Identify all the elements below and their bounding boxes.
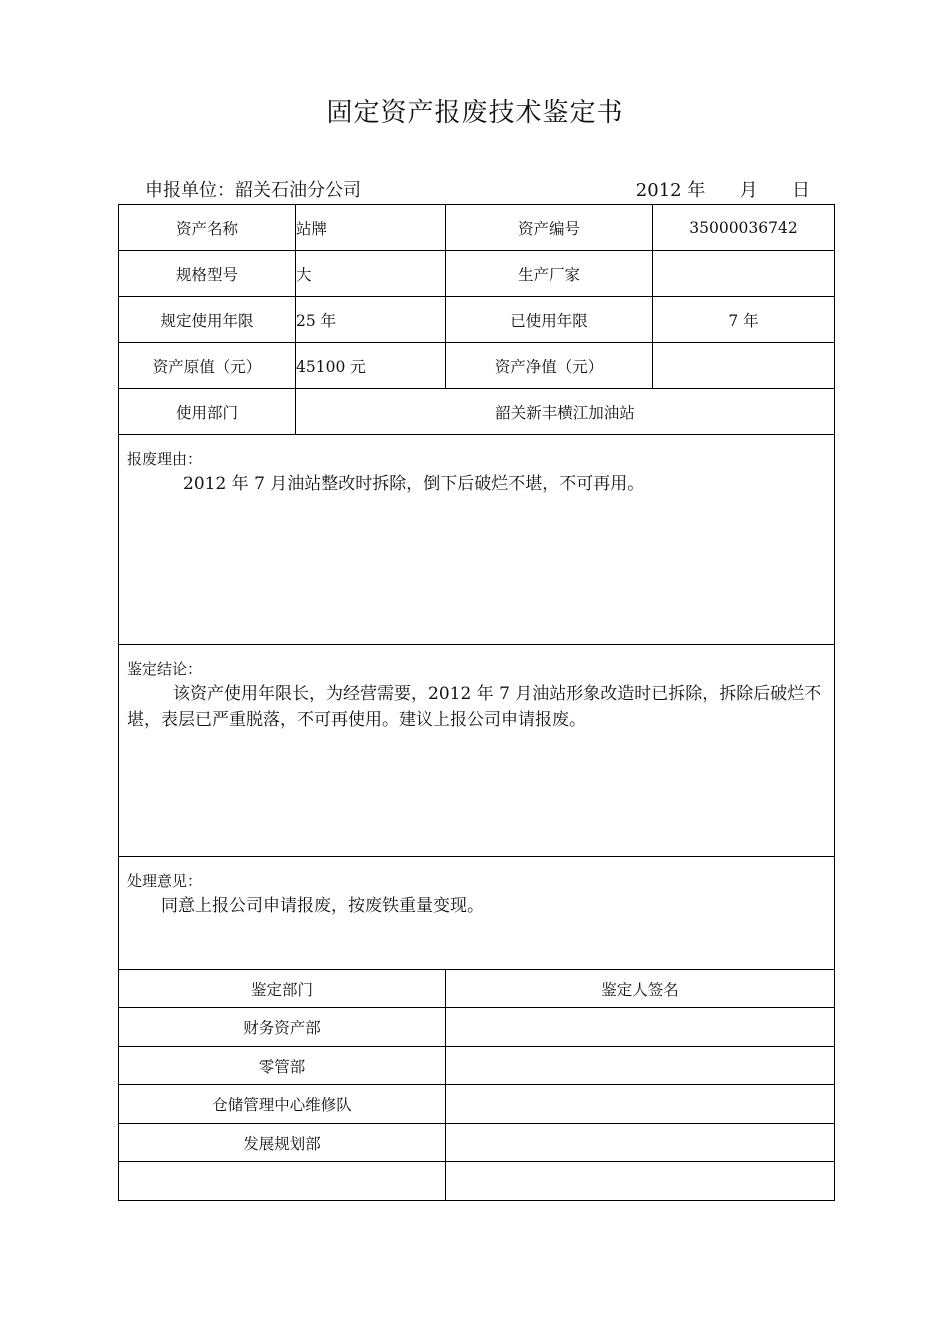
orig-value: 45100 元 bbox=[296, 343, 446, 389]
net-value bbox=[653, 343, 835, 389]
life-label: 规定使用年限 bbox=[119, 297, 296, 343]
reason-cell bbox=[119, 435, 835, 645]
signoff-dept: 财务资产部 bbox=[119, 1008, 446, 1047]
signoff-dept-header: 鉴定部门 bbox=[119, 970, 446, 1008]
row-asset-name bbox=[119, 205, 835, 251]
asset-code-value: 35000036742 bbox=[653, 205, 835, 251]
row-service-life bbox=[119, 297, 835, 343]
row-model bbox=[119, 251, 835, 297]
used-label: 已使用年限 bbox=[446, 297, 653, 343]
signoff-row bbox=[119, 1008, 835, 1047]
model-label: 规格型号 bbox=[119, 251, 296, 297]
reporting-unit: 申报单位：韶关石油分公司 bbox=[145, 180, 361, 201]
life-value: 25 年 bbox=[296, 297, 446, 343]
signature-field[interactable] bbox=[446, 1085, 835, 1124]
asset-name-value: 站牌 bbox=[296, 205, 446, 251]
signoff-dept: 零管部 bbox=[119, 1047, 446, 1085]
signoff-row bbox=[119, 1047, 835, 1085]
asset-name-label: 资产名称 bbox=[119, 205, 296, 251]
reason-text: 2012 年 7 月油站整改时拆除，倒下后破烂不堪，不可再用。 bbox=[183, 474, 645, 494]
opinion-label: 处理意见： bbox=[127, 872, 203, 890]
conclusion-label: 鉴定结论： bbox=[127, 660, 203, 678]
signoff-row bbox=[119, 1124, 835, 1162]
row-opinion bbox=[119, 857, 835, 970]
signature-field[interactable] bbox=[446, 1047, 835, 1085]
opinion-cell bbox=[119, 857, 835, 970]
signature-field[interactable] bbox=[446, 1162, 835, 1201]
signature-field[interactable] bbox=[446, 1008, 835, 1047]
opinion-text: 同意上报公司申请报废，按废铁重量变现。 bbox=[161, 896, 484, 916]
net-value-label: 资产净值（元） bbox=[446, 343, 653, 389]
signoff-row bbox=[119, 1085, 835, 1124]
used-value: 7 年 bbox=[653, 297, 835, 343]
maker-value bbox=[653, 251, 835, 297]
orig-value-label: 资产原值（元） bbox=[119, 343, 296, 389]
conclusion-text: 该资产使用年限长，为经营需要，2012 年 7 月油站形象改造时已拆除，拆除后破烂不堪，表层已严重脱落，不可再使用。建议上报公司申请报废。 bbox=[127, 684, 822, 730]
reason-label: 报废理由： bbox=[127, 450, 203, 468]
dept-value: 韶关新丰横江加油站 bbox=[296, 389, 835, 435]
appraisal-form-table bbox=[118, 204, 835, 1201]
signoff-row bbox=[119, 1162, 835, 1201]
signoff-dept: 发展规划部 bbox=[119, 1124, 446, 1162]
signature-field[interactable] bbox=[446, 1124, 835, 1162]
signoff-dept: 仓储管理中心维修队 bbox=[119, 1085, 446, 1124]
row-reason bbox=[119, 435, 835, 645]
model-value: 大 bbox=[296, 251, 446, 297]
page-title: 固定资产报废技术鉴定书 bbox=[326, 98, 624, 128]
row-department bbox=[119, 389, 835, 435]
row-value bbox=[119, 343, 835, 389]
maker-label: 生产厂家 bbox=[446, 251, 653, 297]
conclusion-cell bbox=[119, 645, 835, 857]
dept-label: 使用部门 bbox=[119, 389, 296, 435]
signoff-sign-header: 鉴定人签名 bbox=[446, 970, 835, 1008]
report-date: 2012 年 月 日 bbox=[635, 180, 810, 201]
signoff-header-row bbox=[119, 970, 835, 1008]
signoff-dept bbox=[119, 1162, 446, 1201]
row-conclusion bbox=[119, 645, 835, 857]
form-header bbox=[145, 176, 810, 204]
asset-code-label: 资产编号 bbox=[446, 205, 653, 251]
